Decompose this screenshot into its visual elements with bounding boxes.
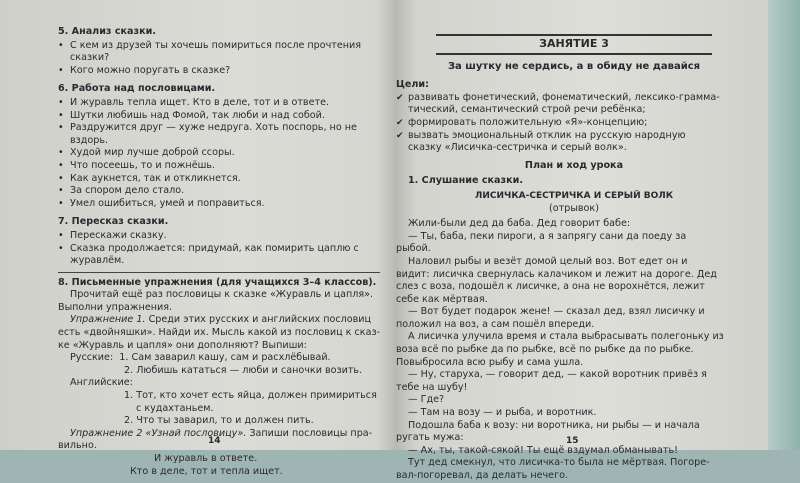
- lesson-title: ЗАНЯТИЕ 3: [436, 34, 712, 55]
- bullet-icon: •: [58, 229, 64, 241]
- list-item: [58, 255, 380, 268]
- list-item-text: За спором дело стало.: [70, 185, 185, 197]
- section-8-line: Выполни упражнения.: [58, 301, 173, 313]
- russian-item: 1. Сам заварил кашу, сам и расхлёбывай.: [119, 352, 331, 364]
- russian-label: Русские:: [70, 352, 114, 364]
- list-item: [58, 243, 380, 256]
- tale-line: — Ах, ты, такой-сякой! Ты ещё вздумал обманывать!: [408, 444, 679, 456]
- background-surface: [768, 0, 800, 450]
- english-item: с кудахтаньем.: [136, 402, 214, 414]
- checkmark-icon: ✔: [396, 92, 404, 103]
- tale-title: ЛИСИЧКА-СЕСТРИЧКА И СЕРЫЙ ВОЛК: [474, 190, 674, 201]
- divider: [58, 272, 380, 273]
- tale-line: — Вот будет подарок жене! — сказал дед, взял лисичку и: [408, 306, 705, 318]
- list-item-text: Перескажи сказку.: [70, 229, 167, 241]
- exercise-2-text: вильно.: [58, 440, 97, 452]
- left-page: [58, 0, 380, 477]
- tale-note: (отрывок): [549, 202, 599, 214]
- list-item-text: Как аукнется, так и откликнется.: [70, 172, 241, 184]
- bullet-icon: •: [58, 185, 64, 197]
- english-item: 1. Тот, кто хочет есть яйца, должен примириться: [124, 390, 377, 402]
- list-item: [58, 40, 380, 53]
- tale-line: Жили-были дед да баба. Дед говорит бабе:: [408, 218, 631, 230]
- list-item: [58, 185, 380, 198]
- list-item: [58, 173, 380, 186]
- tale-line: Подошла баба к возу: ни воротника, ни рыбы — и начала: [408, 419, 700, 431]
- tale-line: слез с воза, подошёл к лисичке, а она не ворохнётся, лежит: [396, 281, 705, 293]
- list-item-text: С кем из друзей ты хочешь помириться после прочтения: [70, 39, 362, 51]
- list-item: [58, 230, 380, 243]
- checkmark-icon: ✔: [396, 130, 404, 141]
- page-number: 15: [566, 436, 579, 447]
- list-item-text: формировать положительную «Я»-концепцию;: [408, 116, 648, 128]
- exercise-1-text: ке «Журавль и цапля» они дополняют? Выпиши:: [58, 339, 307, 351]
- bullet-icon: •: [58, 109, 64, 121]
- english-item: 2. Что ты заварил, то и должен пить.: [124, 415, 314, 427]
- section-1-title: 1. Слушание сказки.: [408, 175, 523, 187]
- section-5-title: 5. Анализ сказки.: [58, 26, 156, 37]
- tale-line: тебе на шубу!: [396, 381, 468, 393]
- list-item: [396, 104, 752, 117]
- goals-label: Цели:: [396, 79, 429, 91]
- russian-item: 2. Любишь кататься — люби и саночки возить.: [124, 364, 363, 376]
- list-item-text: развивать фонетический, фонематический, лексико-граммa-: [408, 91, 720, 103]
- checkmark-icon: ✔: [396, 117, 404, 128]
- exercise-1-label: Упражнение 1.: [70, 314, 146, 326]
- bullet-icon: •: [58, 147, 64, 159]
- right-page: [396, 0, 752, 481]
- list-item: [396, 92, 752, 105]
- tale-line: — Где?: [408, 394, 445, 406]
- list-item-text: вызвать эмоциональный отклик на русскую народную: [408, 129, 686, 141]
- list-item-text: И журавль тепла ищет. Кто в деле, тот и в ответе.: [70, 96, 330, 108]
- list-item: [58, 52, 380, 65]
- lesson-subtitle: За шутку не сердись, а в обиду не давайся: [447, 60, 701, 72]
- list-item: [58, 147, 380, 160]
- list-item: [58, 110, 380, 123]
- bullet-icon: [58, 255, 70, 268]
- list-item: [58, 65, 380, 78]
- bullet-icon: [58, 52, 70, 65]
- goals-list: [396, 92, 752, 155]
- page-number: 14: [208, 436, 221, 447]
- section-6-title: 6. Работа над пословицами.: [58, 83, 216, 95]
- tale-line: видит: лисичка свернулась калачиком и лежит на дороге. Дед: [396, 268, 717, 280]
- list-item-text: Что посеешь, то и пожнёшь.: [70, 159, 216, 171]
- tale-line: А лисичка улучила время и стала выбрасывать полегоньку из: [408, 331, 724, 343]
- list-item: [58, 122, 380, 135]
- bullet-icon: •: [58, 122, 64, 134]
- list-item: [396, 142, 752, 155]
- bullet-icon: •: [58, 197, 64, 209]
- exercise-1-text: есть «двойняшки». Найди их. Мысль какой из пословиц к сказ-: [58, 327, 380, 339]
- tale-line: — Ты, баба, пеки пироги, а я запрягу сани да поеду за: [408, 230, 687, 242]
- tale-line: Тут дед смекнул, что лисичка-то была не мёртвая. Погоре-: [408, 457, 710, 469]
- list-item-text: вздорь.: [70, 134, 109, 146]
- proverb-line: Кто в деле, тот и тепла ищет.: [130, 465, 283, 477]
- plan-title: План и ход урока: [524, 159, 624, 171]
- list-item-text: Раздружится друг — хуже недруга. Хоть поспорь, но не: [70, 122, 357, 134]
- list-item-text: тический, семантический строй речи ребёнка;: [408, 104, 646, 116]
- list-item-text: Худой мир лучше доброй ссоры.: [70, 147, 235, 159]
- exercise-2-label: Упражнение 2 «Узнай пословицу».: [70, 427, 247, 439]
- proverb-line: И журавль в ответе.: [154, 453, 258, 464]
- list-item-text: журавлём.: [70, 255, 125, 267]
- tale-line: Наловил рыбы и везёт домой целый воз. Вот едет он и: [408, 255, 688, 267]
- section-6-list: [58, 97, 380, 210]
- bullet-icon: •: [58, 159, 64, 171]
- tale-line: положил на воз, а сам пошёл впереди.: [396, 318, 595, 330]
- section-5-list: [58, 40, 380, 78]
- tale-line: — Там на возу — и рыба, и воротник.: [408, 407, 597, 419]
- list-item-text: Кого можно поругать в сказке?: [70, 64, 231, 76]
- list-item: [58, 198, 380, 211]
- english-label: Английские:: [70, 377, 133, 389]
- bullet-icon: •: [58, 39, 64, 51]
- bullet-icon: •: [58, 96, 64, 108]
- bullet-icon: •: [58, 64, 64, 76]
- list-item-text: Шутки любишь над Фомой, так люби и над собой.: [70, 109, 325, 121]
- tale-line: — Ну, старуха, — говорит дед, — какой воротник привёз я: [408, 369, 707, 381]
- tale-line: рыбой.: [396, 243, 431, 255]
- list-item-text: сказку «Лисичка-сестричка и серый волк».: [408, 142, 627, 154]
- bullet-icon: [58, 135, 70, 148]
- list-item-text: Сказка продолжается: придумай, как помирить цаплю с: [70, 242, 359, 254]
- checkmark-icon: [396, 104, 408, 117]
- section-7-list: [58, 230, 380, 268]
- bullet-icon: •: [58, 242, 64, 254]
- list-item-text: Умел ошибиться, умей и поправиться.: [70, 197, 265, 209]
- list-item: [396, 130, 752, 143]
- tale-line: вал-погоревал, да делать нечего.: [396, 470, 569, 481]
- tale-line: воза всё по рыбке да по рыбке, всё по рыбке да по рыбке.: [396, 344, 694, 356]
- section-7-title: 7. Пересказ сказки.: [58, 216, 169, 228]
- exercise-2-text: Запиши пословицы пра-: [246, 427, 373, 439]
- list-item: [396, 117, 752, 130]
- list-item-text: сказки?: [70, 52, 110, 64]
- section-8-title: 8. Письменные упражнения (для учащихся 3–4 классов).: [58, 276, 377, 288]
- bullet-icon: •: [58, 172, 64, 184]
- list-item: [58, 97, 380, 110]
- tale-line: себе как мёртвая.: [396, 293, 488, 305]
- tale-line: ругать мужа:: [396, 432, 464, 444]
- exercise-1-text: Среди этих русских и английских пословиц: [145, 314, 372, 326]
- list-item: [58, 135, 380, 148]
- section-8-line: Прочитай ещё раз пословицы к сказке «Журавль и цапля».: [70, 289, 374, 301]
- checkmark-icon: [396, 142, 408, 155]
- tale-line: Повыбросила всю рыбу и сама ушла.: [396, 356, 584, 368]
- list-item: [58, 160, 380, 173]
